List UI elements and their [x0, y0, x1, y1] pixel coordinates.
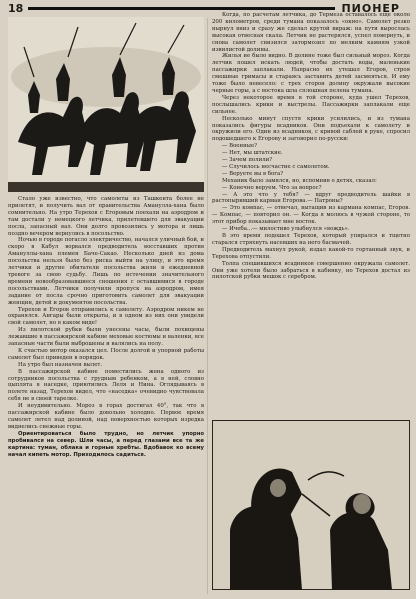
paragraph: И неудивительно. Мороз в горах достигал 40°, так что в пассажирской кабине было довольно холодно. Первое время самолет летел над долиной, над поверхностью которых изредка виднелись снежные горы. — [8, 403, 204, 430]
column-divider — [207, 18, 208, 594]
dialogue-line: — Конечно веруем. Что за вопрос? — [222, 184, 322, 191]
dialogue-line: — Случилось несчастие с самолетом. — [222, 163, 330, 170]
paragraph: Несколько минут спустя крики усилились, и из тумана показались фигуры всадников. Они подъехали к самолету и окружили его. Один из всадников, с кривой саблей в руке, спросил подошедшего к Егорову и заговорил по-русски: — [212, 115, 410, 143]
paragraph-bold: Ориентироваться было трудно, но летчик упорно пробивался на север. Шли часы, а перед глазами все та же картина: туман, облака и горные хребты. Вдобавок ко всему начал кипеть мотор. Приходилось садиться. — [8, 430, 204, 458]
paragraph: В это время подошел Терехов, который упирался и тщетно старался стряхнуть насевших на него басмачей. — [212, 233, 410, 246]
text-column-right — [212, 12, 410, 281]
paragraph: К счастью мотор оказался цел. После долгой и упорной работы самолет был приведен в порядок. — [8, 347, 204, 361]
paragraph: Ночью в городе погасло электричество, начался уличный бой, и скоро в Кабул ворвался предводитель восставших против Амануллы-хана племен Баче-Сакао. Несколько дней из дома посольства нельзя было без риска выйти на улицу, и это время летчики и другие обитатели посольства жили в ежедневной тревоге за свою судьбу. Лишь по истечении значительного времени новообразовавшиеся сношения с оставшимися в городе посольствами. Летчики получили пропуск на аэродром, имея задание от посла срочно приготовить самолет для эвакуации женщин, детей и документов посольства. — [8, 237, 204, 306]
paragraph: На утро был назначен вылет. — [18, 361, 103, 368]
dialogue-line: — Военные? — [222, 143, 258, 150]
magazine-title: ПИОНЕР — [341, 1, 400, 15]
text-column-left — [8, 196, 204, 458]
paragraph: Стало уже известно, что самолеты из Ташкента более не прилетят, и получить вал от правительства Аманулла-хана было сомнительно. На утро Терехов с Егоровым поехали на аэродром и там достали у немецкого летчика, прилетевшего для эвакуации посла, запасный вал. Они долго провозились у мотора и лишь поздно вечером вернулись в посольство. — [8, 196, 204, 237]
paragraph: Когда, по расчетам летчика, до Термеза оставалось еще около 200 километров, среди тумана показалось «окно». Самолет резко нырнул вниз и сразу же сделал крутой вираж: на пути вырослась высокая отвесная скала. Летчик не растерялся, успел повернуть, и снова самолет снизился затормозил по мелким камням узкой извилистой долины. — [212, 12, 410, 53]
dialogue-line: — А это что у тебя? — вдруг предводитель шайки в растопыривший карман Егорова.— Патроны? — [212, 191, 410, 205]
paragraph: Через некоторое время в той стороне, куда ушел Терехов, послышались крики и выстрелы. Пассажирки заплакали еще сильнее. — [212, 94, 410, 115]
dialogue-line: — Веруете вы в бога? — [222, 170, 284, 177]
paragraph: Жилья не было видно. В долине тоже был сильный мороз. Когда летчик пошел искать людей, чтобы достать воды, маленькие пассажирки заплакали. Напрасно их утешал Егоров, строя смешные гримасы и стараясь заставить детей засмеяться. И ему тоже было невесело: с трех сторон долину окружали высокие черные горы, а с востока шла сплошная пелена тумана. — [212, 53, 410, 94]
paragraph: Из пилотской рубки были унесены часы, были похищены лежавшие в пассажирской кабине меховые костюмы и валенки, все запасные части были выброшены и валялись на полу. — [8, 327, 204, 348]
paragraph: Предводитель махнул рукой, издал какой-то гортанный звук, и Терехова отпустили. — [212, 246, 410, 260]
dialogue-line: — Ичеба...— милостиво улыбнулся «вождь». — [222, 226, 350, 233]
paragraph: Терехов и Егоров отправились к самолету. Аэродром никем не охранялся. Ангары были открыты, и в одном из них они увидели свой самолет, но в каком виде! — [8, 306, 204, 327]
paragraph: В пассажирской кабине поместились жена одного из сотрудников посольства с грудным ребенком, а в ней, словно цыплята в наседке, приютились Леля и Нина. Оглядываясь в полете назад, Терехов видел, что «наседка» очевидно чувствовала себя не в своей тарелке. — [8, 368, 204, 403]
header-rule — [28, 7, 335, 10]
paragraph: Толпа спешившихся всадников совершенно окружала самолет. Они уже хотели было забраться в кабинку, но Терехов достал из пилотской рубки мешок с серебром. — [212, 260, 410, 281]
dialogue-line: — Это компас, — отвечал, вытащив из кармана компас, Егоров. — Компас, — повторил он. — Когда я молюсь в чужой стороне, то этот прибор показывает мне восток. — [212, 205, 410, 226]
illustration-rider-and-aviator — [212, 420, 410, 590]
illustration-horsemen — [8, 17, 204, 192]
paragraph: Механик было замялся, но, вспомнив о детях, сказал: — [222, 177, 377, 184]
dialogue-line: — Нет, мы штатские. — [222, 150, 283, 157]
page-number: 18 — [8, 1, 24, 15]
dialogue-line: — Зачем полили? — [222, 157, 273, 164]
